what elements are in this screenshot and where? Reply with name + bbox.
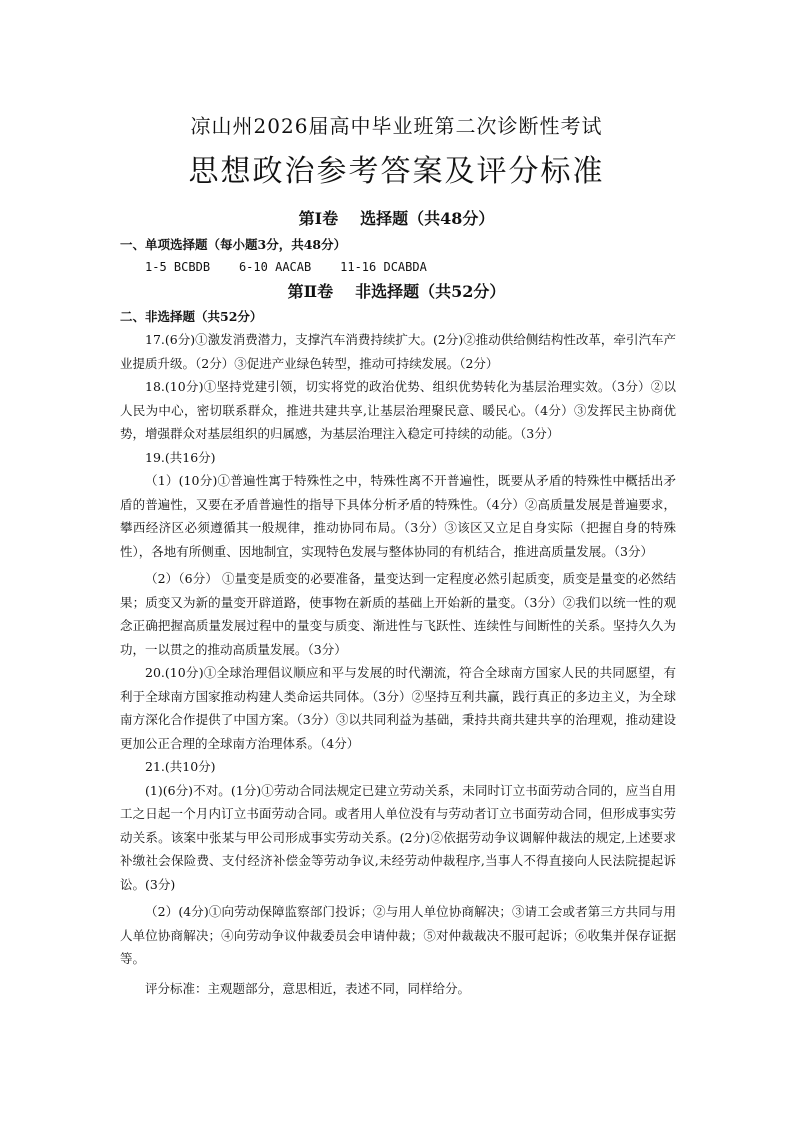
answer-q20: 20.(10分)①全球治理倡议顺应和平与发展的时代潮流，符合全球南方国家人民的共同愿望，有利于全球南方国家推动构建人类命运共同体。（3分）②坚持互利共赢，践行真正的多边主义，为全球南方深化合作提供了中国方案。（3分）③以共同利益为基础，秉持共商共建共享的治理观，推动建设更加公正合理的全球南方治理体系。（4分）: [120, 665, 676, 751]
part1-heading: 一、单项选择题（每小题3分，共48分）: [120, 237, 347, 252]
answer-keys: AACAB: [275, 260, 312, 274]
answer-q21-part2: （2）(4分)①向劳动保障监察部门投诉；②与用人单位协商解决；③请工会或者第三方共同与用人单位协商解决；④向劳动争议仲裁委员会申请仲裁；⑤对仲裁裁决不服可起诉；⑥收集并保存证据等。: [120, 904, 676, 966]
answer-range: 11-16: [340, 260, 377, 274]
part2-heading: 二、非选择题（共52分）: [120, 309, 263, 324]
answer-keys: BCBDB: [173, 260, 211, 274]
answer-body: [120, 328, 676, 1000]
section1-name: 选择题（共48分）: [360, 209, 495, 228]
answer-q21-header: 21.(共10分): [145, 759, 216, 774]
answer-keys: DCABDA: [383, 260, 427, 274]
section1-label: 第Ⅰ卷: [298, 209, 339, 228]
section1-heading: [0, 206, 793, 229]
grading-note: 评分标准：主观题部分，意思相近，表述不同，同样给分。: [145, 980, 471, 996]
answer-q17: 17.(6分)①激发消费潜力，支撑汽车消费持续扩大。(2分)②推动供给侧结构性改革，牵引汽车产业提质升级。（2分）③促进产业绿色转型，推动可持续发展。（2分）: [120, 332, 676, 371]
exam-title: 凉山州2026届高中毕业班第二次诊断性考试: [190, 114, 603, 138]
answer-q18: 18.(10分)①坚持党建引领，切实将党的政治优势、组织优势转化为基层治理实效。（3分）②以人民为中心，密切联系群众，推进共建共享,让基层治理聚民意、暖民心。（4分）③发挥民主协商优势，增强群众对基层组织的归属感，为基层治理注入稳定可持续的动能。（3分）: [120, 379, 676, 441]
section2-label: 第Ⅱ卷: [287, 282, 334, 301]
answer-range: 1-5: [145, 260, 167, 274]
document-title: 思想政治参考答案及评分标准: [188, 154, 605, 189]
multiple-choice-answers: [145, 260, 427, 274]
answer-q21-part1: (1)(6分)不对。(1分)①劳动合同法规定已建立劳动关系，未同时订立书面劳动合同的，应当自用工之日起一个月内订立书面劳动合同。或者用人单位没有与劳动者订立书面劳动合同，但形成事实劳动关系。该案中张某与甲公司形成事实劳动关系。(2分)②依据劳动争议调解仲裁法的规定,上述要求补缴社会保险费、支付经济补偿金等劳动争议,未经劳动仲裁程序,当事人不得直接向人民法院提起诉讼。(3分): [120, 782, 676, 892]
answer-range: 6-10: [238, 260, 268, 274]
answer-q19-part2: （2）（6分） ①量变是质变的必要准备，量变达到一定程度必然引起质变，质变是量变的必然结果；质变又为新的量变开辟道路，使事物在新质的基础上开始新的量变。（3分）②我们以统一性的观念正确把握高质量发展过程中的量变与质变、渐进性与飞跃性、连续性与间断性的关系。坚持久久为功，一以贯之的推动高质量发展。（3分）: [120, 571, 676, 657]
answer-q19-header: 19.(共16分): [145, 449, 216, 465]
section2-name: 非选择题（共52分）: [355, 282, 506, 301]
answer-q19-part1: （1）(10分)①普遍性寓于特殊性之中，特殊性离不开普遍性，既要从矛盾的特殊性中概括出矛盾的普遍性，又要在矛盾普遍性的指导下具体分析矛盾的特殊性。（4分）②高质量发展是普遍要求，攀西经济区必须遵循其一般规律，推动协同布局。（3分）③该区又立足自身实际（把握自身的特殊性），各地有所侧重、因地制宜，实现特色发展与整体协同的有机结合，推进高质量发展。（3分）: [120, 473, 676, 559]
section2-heading: [0, 279, 793, 302]
